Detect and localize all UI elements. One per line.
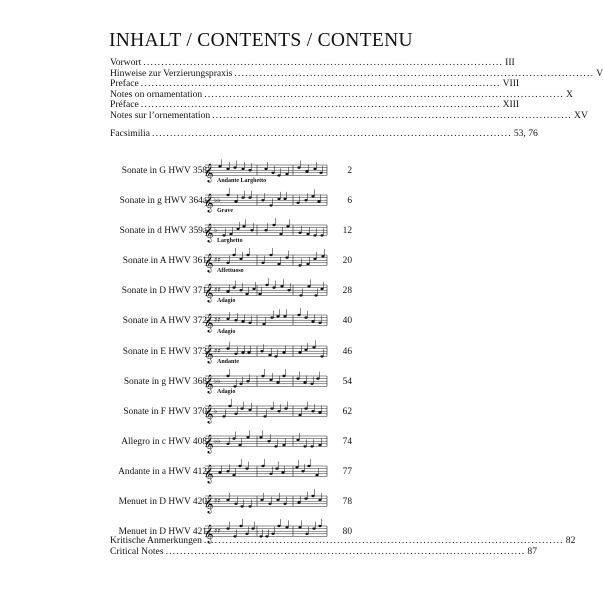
note-head: [296, 377, 299, 379]
note-head: [245, 467, 248, 469]
note-head: [311, 321, 314, 323]
note-head: [233, 166, 236, 168]
note-head: [318, 444, 321, 446]
note-head: [226, 318, 229, 320]
note-head: [238, 465, 241, 467]
tempo-marking: Adagio: [217, 328, 236, 335]
toc-entry: [110, 545, 537, 558]
note-head: [268, 503, 271, 505]
staff-notation: [205, 398, 329, 424]
note-head: [226, 262, 229, 264]
dot-leader: [152, 129, 512, 140]
dot-leader: [166, 547, 526, 558]
toc-entry-label: Préface: [110, 99, 139, 110]
note-head: [320, 288, 323, 290]
note-head: [298, 351, 301, 353]
music-incipit: [205, 486, 329, 514]
note-head: [240, 407, 243, 409]
note-head: [318, 322, 321, 324]
treble-clef-icon: 𝄞: [204, 163, 214, 182]
note-head: [310, 382, 313, 384]
note-head: [258, 293, 261, 295]
toc-entry: [110, 535, 576, 547]
work-title: Allegro in c HWV 408: [121, 436, 207, 447]
note-head: [311, 410, 314, 412]
note-head: [297, 166, 300, 168]
toc-entry-label: Notes sur l’ornementation: [110, 109, 211, 121]
note-head: [233, 385, 236, 387]
treble-clef-icon: 𝄞: [204, 283, 214, 303]
note-head: [272, 224, 275, 226]
dot-leader: [212, 111, 572, 122]
work-title: Sonate in D HWV 371: [121, 286, 207, 297]
toc-entry-page: VIII: [502, 78, 520, 89]
treble-clef-icon: 𝄞: [204, 223, 214, 243]
note-head: [277, 198, 280, 200]
note-head: [236, 228, 239, 230]
note-head: [260, 499, 263, 501]
tempo-marking: Grave: [217, 208, 233, 215]
toc-entry-facsimilia: [110, 128, 538, 140]
note-head: [274, 445, 277, 447]
treble-clef-icon: 𝄞: [204, 193, 214, 213]
note-head: [238, 444, 241, 446]
dot-leader: [141, 79, 501, 90]
note-head: [262, 323, 265, 325]
note-head: [268, 353, 271, 355]
tempo-marking: Adagio: [217, 298, 236, 305]
note-head: [248, 505, 251, 507]
staff-notation: [205, 488, 329, 514]
treble-clef-icon: 𝄞: [204, 343, 214, 363]
note-head: [296, 202, 299, 204]
key-signature-icon: ♯♯: [214, 527, 221, 536]
note-head: [218, 471, 221, 473]
note-head: [226, 347, 229, 349]
key-signature-icon: ♭♭: [214, 376, 221, 385]
note-head: [320, 234, 323, 236]
note-head: [316, 377, 319, 379]
note-head: [277, 263, 280, 265]
staff-notation: [205, 428, 329, 454]
note-head: [277, 410, 280, 412]
work-entry: [90, 489, 352, 519]
toc-entry-label: Vorwort: [110, 57, 142, 68]
note-head: [264, 229, 267, 231]
tempo-marking: Larghetto: [217, 238, 243, 245]
toc-entry: [110, 78, 520, 90]
work-title: Sonate in g HWV 368: [123, 376, 207, 387]
note-head: [269, 254, 272, 256]
work-page-number: 74: [342, 436, 352, 447]
note-head: [234, 200, 237, 202]
key-signature-icon: ♭: [214, 226, 218, 235]
key-signature-icon: ♯♯: [214, 497, 221, 506]
toc-entry-label: Critical Notes: [110, 545, 164, 557]
note-head: [285, 257, 288, 259]
toc-entry-page: 82: [565, 535, 576, 546]
dot-leader: [204, 536, 564, 547]
note-head: [305, 170, 308, 172]
dot-leader: [143, 58, 503, 69]
toc-entry-page: XV: [574, 109, 588, 121]
note-head: [270, 407, 273, 409]
note-head: [222, 415, 225, 417]
staff-notation: [205, 458, 329, 484]
note-head: [276, 499, 279, 501]
note-head: [282, 374, 285, 376]
note-head: [312, 346, 315, 348]
note-head: [272, 287, 275, 289]
treble-clef-icon: 𝄞: [204, 253, 214, 273]
note-head: [303, 381, 306, 383]
work-page-number: 2: [347, 166, 352, 176]
note-head: [246, 380, 249, 382]
note-head: [241, 321, 244, 323]
note-head: [261, 374, 264, 376]
note-head: [297, 314, 300, 316]
toc-entry-label: Hinweise zur Verzierungspraxis: [110, 67, 233, 79]
toc-entry: [110, 109, 588, 122]
note-head: [280, 285, 283, 287]
note-head: [241, 196, 244, 198]
toc-entry-page: 87: [527, 545, 537, 557]
note-head: [285, 173, 288, 175]
music-incipit: [205, 456, 329, 484]
page-title: INHALT / CONTENTS / CONTENU: [109, 30, 413, 51]
note-head: [232, 254, 235, 256]
note-head: [234, 503, 237, 505]
note-head: [275, 467, 278, 469]
work-title: Sonate in E HWV 373: [122, 346, 207, 357]
note-head: [314, 295, 317, 297]
toc-entry-label: Facsimilia: [110, 128, 150, 139]
note-head: [229, 233, 232, 235]
note-head: [311, 195, 314, 197]
work-title: Sonate in A HWV 361: [122, 256, 207, 267]
note-head: [320, 355, 323, 357]
toc-entry-page: 53, 76: [513, 128, 538, 139]
note-head: [248, 322, 251, 324]
note-head: [298, 414, 301, 416]
note-head: [232, 287, 235, 289]
note-head: [226, 499, 229, 501]
note-head: [313, 168, 316, 170]
note-head: [265, 284, 268, 286]
note-head: [297, 501, 300, 503]
note-head: [239, 289, 242, 291]
note-head: [251, 528, 254, 530]
note-head: [247, 351, 250, 353]
note-head: [222, 234, 225, 236]
toc-entry-page: V: [596, 67, 603, 79]
note-head: [259, 436, 262, 438]
work-page-number: 28: [342, 286, 352, 297]
note-head: [245, 293, 248, 295]
treble-clef-icon: 𝄞: [204, 433, 214, 453]
work-page-number: 12: [342, 226, 352, 237]
note-head: [271, 172, 274, 174]
note-head: [283, 316, 286, 318]
work-title: Menuet in D HWV 420: [118, 497, 207, 508]
note-head: [285, 526, 288, 528]
toc-entry-page: XIII: [502, 99, 520, 110]
note-head: [226, 374, 229, 376]
note-head: [279, 233, 282, 235]
note-head: [282, 351, 285, 353]
note-head: [298, 232, 301, 234]
note-head: [312, 528, 315, 530]
treble-clef-icon: 𝄞: [204, 494, 214, 514]
work-title: Sonate in F HWV 370: [123, 406, 207, 417]
tempo-marking: Affettuoso: [217, 268, 244, 275]
work-title: Sonate in d HWV 359a: [119, 226, 207, 237]
toc-entry: [110, 57, 515, 69]
note-head: [246, 436, 249, 438]
note-head: [270, 317, 273, 319]
work-title: Sonate in A HWV 372: [122, 316, 207, 327]
note-head: [234, 352, 237, 354]
note-head: [295, 466, 298, 468]
note-head: [226, 470, 229, 472]
work-entry: [90, 429, 352, 459]
toc-entry-label: Notes on ornamentation: [110, 88, 203, 100]
note-head: [306, 233, 309, 235]
work-page-number: 78: [342, 497, 352, 508]
note-head: [298, 526, 301, 528]
key-signature-icon: ♯♯: [214, 346, 221, 355]
key-signature-icon: ♭♭: [214, 196, 221, 205]
note-head: [226, 442, 229, 444]
note-head: [318, 499, 321, 501]
note-head: [313, 234, 316, 236]
key-signature-icon: ♭: [214, 406, 218, 415]
treble-clef-icon: 𝄞: [204, 373, 214, 393]
note-head: [264, 168, 267, 170]
treble-clef-icon: 𝄞: [204, 313, 214, 333]
toc-entry: [110, 99, 520, 111]
note-head: [269, 473, 272, 475]
work-page-number: 62: [342, 406, 352, 417]
note-head: [241, 168, 244, 170]
note-head: [226, 168, 229, 170]
note-head: [311, 495, 314, 497]
note-head: [318, 411, 321, 413]
note-head: [277, 174, 280, 176]
tempo-marking: Andante Larghetto: [217, 178, 267, 185]
note-head: [274, 355, 277, 357]
works-list: [90, 158, 352, 549]
treble-clef-icon: 𝄞: [204, 403, 214, 423]
key-signature-icon: ♯♯: [214, 286, 221, 295]
key-signature-icon: ♭♭: [214, 436, 221, 445]
front-matter-list: [110, 57, 603, 140]
note-head: [239, 258, 242, 260]
note-head: [319, 172, 322, 174]
key-signature-icon: ♯♯: [214, 256, 221, 265]
note-head: [304, 497, 307, 499]
note-head: [276, 381, 279, 383]
tempo-marking: Andante: [217, 358, 240, 365]
toc-entry-label: Kritische Anmerkungen: [110, 535, 202, 546]
note-head: [283, 198, 286, 200]
note-head: [232, 437, 235, 439]
note-head: [286, 225, 289, 227]
note-head: [239, 525, 242, 527]
note-head: [304, 317, 307, 319]
note-head: [307, 465, 310, 467]
dot-leader: [141, 100, 501, 111]
note-head: [241, 351, 244, 353]
note-head: [282, 444, 285, 446]
note-head: [310, 445, 313, 447]
note-head: [248, 196, 251, 198]
work-title: Sonate in g HWV 364a: [119, 196, 207, 207]
note-head: [242, 225, 245, 227]
note-head: [261, 465, 264, 467]
toc-entry-page: X: [566, 88, 573, 100]
note-head: [226, 528, 229, 530]
work-title: Menuet in D HWV 421: [118, 527, 207, 538]
work-page-number: 40: [342, 316, 352, 327]
work-title: Andante in a HWV 412: [118, 466, 207, 477]
note-head: [234, 412, 237, 414]
note-head: [252, 288, 255, 290]
key-signature-icon: ♯♯: [214, 316, 221, 325]
treble-clef-icon: 𝄞: [204, 463, 214, 483]
note-head: [277, 525, 280, 527]
note-head: [296, 439, 299, 441]
note-head: [218, 165, 221, 167]
note-head: [276, 316, 279, 318]
note-head: [304, 348, 307, 350]
note-head: [269, 378, 272, 380]
note-head: [246, 254, 249, 256]
note-head: [226, 291, 229, 293]
tempo-marking: Adagio: [217, 388, 236, 395]
work-page-number: 20: [342, 256, 352, 267]
note-head: [234, 319, 237, 321]
note-head: [284, 407, 287, 409]
note-head: [250, 229, 253, 231]
work-page-number: 80: [342, 527, 352, 538]
note-head: [240, 505, 243, 507]
note-head: [239, 382, 242, 384]
note-head: [248, 408, 251, 410]
note-head: [298, 264, 301, 266]
work-page-number: 6: [347, 196, 352, 207]
note-head: [317, 200, 320, 202]
work-entry: [90, 459, 352, 489]
note-head: [281, 471, 284, 473]
note-head: [306, 263, 309, 265]
note-head: [261, 199, 264, 201]
note-head: [303, 445, 306, 447]
note-head: [226, 194, 229, 196]
note-head: [260, 350, 263, 352]
note-head: [287, 289, 290, 291]
note-head: [248, 169, 251, 171]
music-incipit: [205, 426, 329, 454]
work-page-number: 77: [342, 466, 352, 477]
note-head: [304, 199, 307, 201]
note-head: [318, 525, 321, 527]
treble-clef-icon: 𝄞: [204, 524, 214, 544]
music-incipit: [204, 388, 329, 424]
note-head: [267, 440, 270, 442]
note-head: [315, 474, 318, 476]
note-head: [307, 285, 310, 287]
note-head: [283, 503, 286, 505]
note-head: [313, 258, 316, 260]
work-page-number: 54: [342, 376, 352, 387]
note-head: [263, 415, 266, 417]
note-head: [261, 262, 264, 264]
work-page-number: 46: [342, 346, 352, 357]
note-head: [321, 255, 324, 257]
note-head: [301, 470, 304, 472]
note-head: [269, 204, 272, 206]
work-entry: [90, 388, 352, 429]
back-matter-list: [110, 535, 576, 557]
note-head: [299, 295, 302, 297]
note-head: [232, 474, 235, 476]
toc-entry-page: III: [505, 57, 515, 68]
note-head: [228, 405, 231, 407]
work-title: Sonate in G HWV 358: [121, 166, 207, 176]
toc-entry-label: Preface: [110, 78, 139, 89]
note-head: [304, 407, 307, 409]
